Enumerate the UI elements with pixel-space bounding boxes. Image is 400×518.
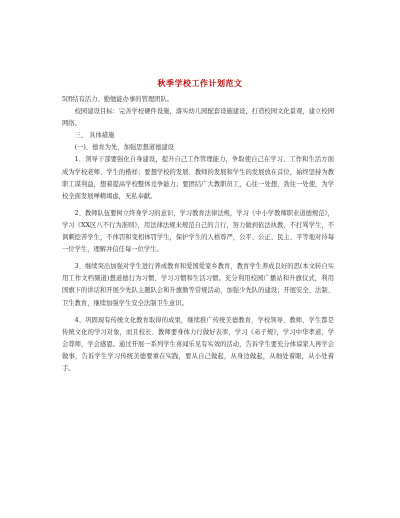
paragraph-item-4: 4、巩固现有传统文化教育取得的成果，继续推广传统美德教育，学校领导、教师、学生都是传统文化的学习对象，而且校长、教师要身体力行做好表率，学习《弟子规》，学习中华孝道，学会尊师，学会感恩。通过开展一系列学生喜闻乐见有实效的活动，告诉学生要充分体谅家人再学会做事，告诉学生学习传统美德要重在实践，要从自己做起，从身边做起，从细处着眼，从小处着手。 (62, 316, 334, 372)
document-body (62, 94, 334, 375)
paragraph-item-3: 3、继续突出加强对学生进行养成教育和爱国爱家乡教育，教育学生养成良好的思(本文转自实用工作文档频道)想道德行为习惯、学习习惯和生活习惯。充分利用校园广播站和升旗仪式，利用国旗下的讲话和开展少先队主题队会和升旗勤等常规活动，加强少先队的建设；开展安全、法制、卫生教育，继续加强学生安全法制卫生意识。 (62, 263, 334, 307)
paragraph-team: 5团结有活力、勤勉能办事的管理团队。 (62, 96, 174, 103)
document-title: 秋季学校工作计划范文 (157, 78, 243, 88)
paragraph-item-2: 2、教师队伍要树立终身学习的意识，学习教育法律法规，学习《中小学教师职业道德规范》，学习《XX区八不行为准则》，用法律法规来规范自己的言行，努力做到依法执教、不打骂学生，不讽刺挖苦学生，不体罚和变相体罚学生，保护学生的人格尊严，公平、公正、民主、平等地对待每一位学生，理解并信任每一位学生。 (62, 209, 334, 254)
subsection-heading-moral: (一)、德育为先，加强思想道德建设 (74, 144, 174, 152)
section-heading-measures: 三、 具体措施 (74, 132, 115, 140)
paragraph-campus-goal: 校园建设目标：完善学校硬件设施，落实幼儿园配套设施建设，打造校园文化景观，建立校园网络。 (62, 108, 334, 128)
paragraph-item-1: 1．领导干部要强化自身建设，提升自己工作管理能力，争取使自己在学习、工作和生活方面成为学校老师、学生的楷样；要想学校的发展、教师的发展和学生的发展放在首位，始终坚持为教职工谋利益，想着提高学校整体竞争能力；要团结广大教职员工，心往一处想，劲往一处使，为学校全面发展殚精竭虑，无私奉献。 (62, 156, 334, 200)
